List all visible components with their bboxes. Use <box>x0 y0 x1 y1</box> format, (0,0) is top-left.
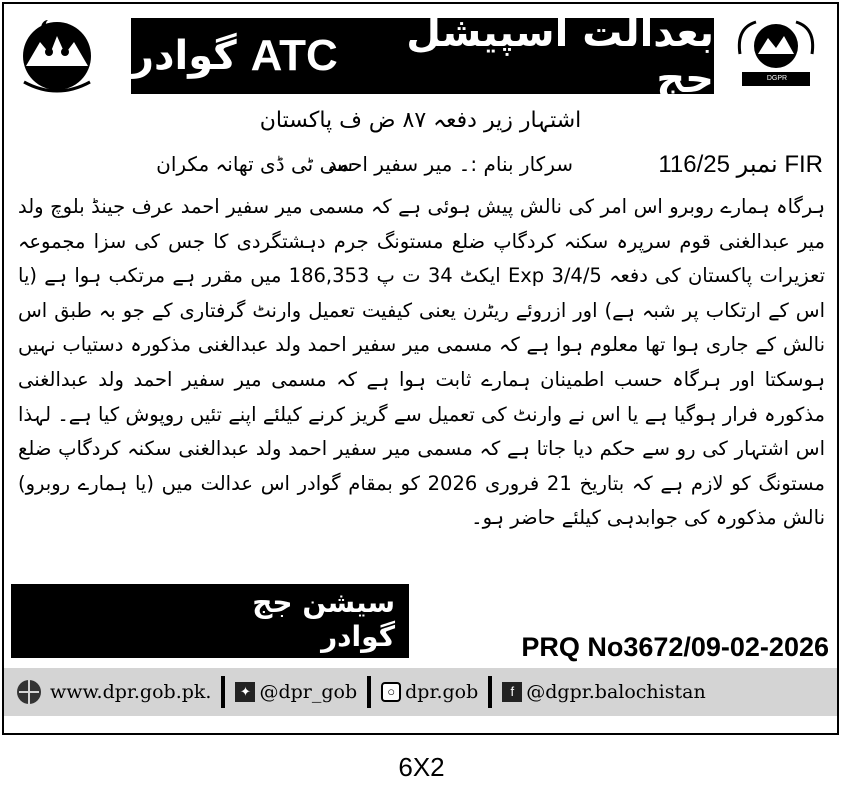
footer-facebook[interactable] <box>502 681 705 703</box>
court-title-prefix: بعدالت اسپیشل جج <box>406 10 714 102</box>
seal-line-title: سیشن جج <box>252 586 395 619</box>
prq-number: PRQ No3672/09-02-2026 <box>521 632 829 662</box>
court-title-suffix: گوادر <box>131 33 237 79</box>
twitter-icon: ✦ <box>235 682 255 702</box>
police-station: سی ٹی ڈی تھانہ مکران <box>156 152 353 176</box>
website-link[interactable]: www.dpr.gob.pk. <box>50 681 212 703</box>
advertisement-frame <box>2 2 839 735</box>
balochistan-emblem-icon <box>18 14 96 94</box>
footer-separator <box>367 676 371 708</box>
contact-footer <box>4 668 837 716</box>
notice-subtitle: اشتہار زیر دفعہ ۸۷ ض ف پاکستان <box>259 108 582 133</box>
accused-name: سرکار بنام :۔ میر سفیر احمد <box>327 152 573 176</box>
dgpr-logo-text: DGPR BALOCHISTAN <box>752 75 802 96</box>
court-title-atc: ATC <box>250 31 338 80</box>
twitter-handle[interactable]: @dpr_gob <box>259 681 358 703</box>
footer-instagram[interactable] <box>381 681 478 703</box>
instagram-icon: ○ <box>381 682 401 702</box>
footer-separator <box>221 676 225 708</box>
facebook-handle[interactable]: @dgpr.balochistan <box>526 681 706 703</box>
judge-seal <box>11 584 409 658</box>
fir-number: FIR نمبر 116/25 <box>658 151 823 178</box>
footer-separator <box>488 676 492 708</box>
ad-size-label: 6X2 <box>398 752 445 782</box>
facebook-icon: f <box>502 682 522 702</box>
footer-twitter[interactable] <box>235 681 357 703</box>
court-title <box>131 10 714 102</box>
case-meta <box>18 150 823 180</box>
globe-hand-icon <box>14 677 44 707</box>
instagram-handle[interactable]: dpr.gob <box>405 681 479 703</box>
seal-line-place: گوادر <box>321 620 395 653</box>
dgpr-logo <box>726 14 826 98</box>
notice-paragraph: ہرگاہ ہمارے روبرو اس امر کی نالش پیش ہوئی ہے کہ مسمی میر سفیر احمد عرف جینڈ بلوچ ولد میر عبدالغنی قوم سرپرہ سکنہ کردگاپ ضلع مستونگ جرم دہشتگردی کا جس کی سزا مجموعہ تعزیرات پاکستان کی دفعہ Exp 3/4/5 ایکٹ 34 ت پ 186,353 میں مقرر ہے مرتکب ہوا ہے (یا اس کے ارتکاب پر شبہ ہے) اور ازروئے ریٹرن یعنی کیفیت تعمیل وارنٹ گرفتاری کے جو بہ طبق اس نالش کے جاری ہوا تھا معلوم ہوا ہے کہ مسمی میر سفیر احمد ولد عبدالغنی مذکورہ دستیاب نہیں ہوسکتا اور ہرگاہ حسب اطمینان ہمارے ثابت ہوا ہے کہ مسمی میر سفیر احمد ولد عبدالغنی مذکورہ فرار ہوگیا ہے یا اس نے وارنٹ کی تعمیل سے گریز کرنے کیلئے اپنے تئیں روپوش کیا ہے۔ لہذا اس اشتہار کی رو سے حکم دیا جاتا ہے کہ مسمی میر سفیر احمد ولد عبدالغنی سکنہ کردگاپ ضلع مستونگ کو لازم ہے کہ بتاریخ 21 فروری 2026 کو بمقام گوادر اس عدالت میں (یا ہمارے روبرو) نالش مذکورہ کی جوابدہی کیلئے حاضر ہو۔ <box>18 195 826 530</box>
footer-website[interactable] <box>14 677 211 707</box>
notice-body <box>18 190 825 536</box>
